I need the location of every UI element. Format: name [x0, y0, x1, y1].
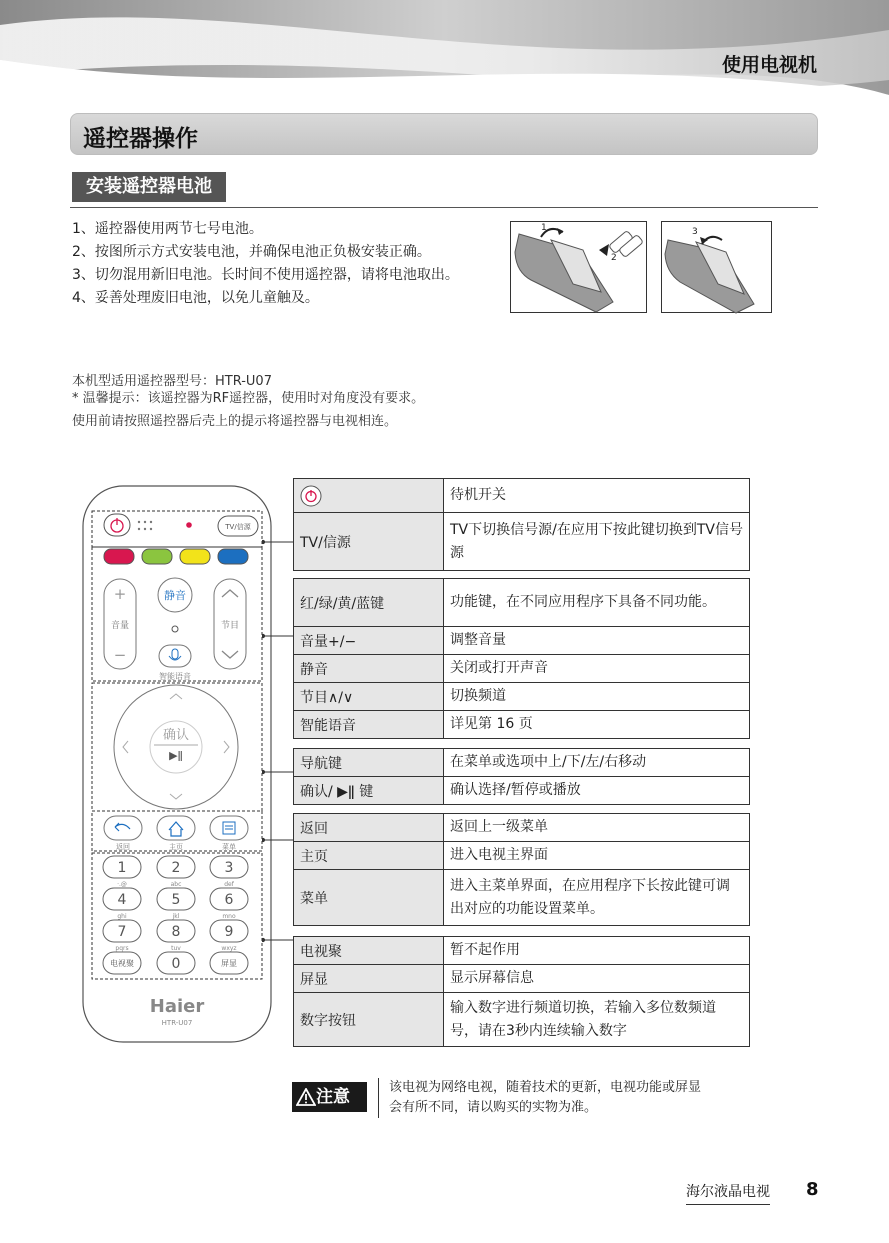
- table-row: [294, 627, 750, 655]
- keypad-sub-label: mno: [222, 913, 236, 920]
- table-row: [294, 479, 750, 513]
- figure-label: 2: [611, 253, 617, 263]
- keypad-sub-label: wxyz: [221, 945, 237, 952]
- remote-control-diagram: [82, 485, 272, 1043]
- tip-note: * 温馨提示：该遥控器为RF遥控器，使用时对角度没有要求。: [72, 391, 425, 406]
- chapter-title: 使用电视机: [721, 54, 817, 76]
- step-item: 4、妥善处理废旧电池，以免儿童触及。: [72, 290, 319, 306]
- warning-icon: [296, 1088, 316, 1106]
- warning-line: 该电视为网络电视，随着技术的更新，电视功能或屏显: [389, 1080, 702, 1095]
- keypad-key-label: 3: [224, 860, 234, 876]
- keypad-key-label: 4: [117, 892, 127, 908]
- table-row: [294, 711, 750, 739]
- step-item: 1、遥控器使用两节七号电池。: [72, 221, 263, 237]
- figure-label: 3: [692, 227, 698, 237]
- key-cell: 红/绿/黄/蓝键: [294, 579, 444, 627]
- key-table-digits: [293, 936, 750, 1047]
- table-row: [294, 579, 750, 627]
- key-cell: 菜单: [294, 870, 444, 926]
- key-cell: [294, 479, 444, 513]
- svg-text:+: +: [113, 585, 127, 603]
- blue-key: [218, 549, 248, 564]
- table-row: [294, 965, 750, 993]
- keypad-key-label: 8: [171, 924, 181, 940]
- home-label: 主页: [169, 843, 183, 851]
- voice-label: 智能语音: [159, 672, 191, 681]
- table-row: [294, 749, 750, 777]
- battery-steps: [72, 218, 459, 310]
- table-row: [294, 513, 750, 571]
- step-item: 3、切勿混用新旧电池。长时间不使用遥控器，请将电池取出。: [72, 267, 459, 283]
- back-button: [104, 816, 142, 840]
- remote-model-label: HTR-U07: [161, 1019, 193, 1027]
- table-row: [294, 870, 750, 926]
- keypad-key-label: 2: [171, 860, 181, 876]
- table-row: [294, 842, 750, 870]
- keypad-sub-label: ghi: [117, 913, 127, 920]
- back-label: 返回: [116, 843, 130, 851]
- remote-notes: [72, 373, 424, 430]
- value-cell: 调整音量: [444, 627, 750, 655]
- keypad-sub-label: def: [224, 881, 234, 888]
- connector-lines: [262, 520, 294, 950]
- subsection-title: 安装遥控器电池: [72, 172, 226, 202]
- key-cell: 静音: [294, 655, 444, 683]
- keypad-sub-label: jkl: [172, 913, 180, 920]
- key-table-volume: [293, 578, 750, 739]
- warning-label: 注意: [316, 1087, 350, 1107]
- keypad-key-label: 5: [171, 892, 181, 908]
- value-cell: 详见第 16 页: [444, 711, 750, 739]
- table-row: [294, 993, 750, 1047]
- table-row: [294, 937, 750, 965]
- ok-label: 确认: [162, 728, 190, 743]
- battery-install-figure-2: [661, 221, 772, 313]
- section-title-bar: [70, 113, 818, 155]
- svg-text:▶ǁ: ▶ǁ: [169, 749, 183, 762]
- key-cell: TV/信源: [294, 513, 444, 571]
- keypad-key-label: 1: [117, 860, 127, 876]
- keypad-sub-label: pqrs: [115, 945, 129, 952]
- figure-label: 1: [541, 223, 547, 233]
- value-cell: 进入电视主界面: [444, 842, 750, 870]
- value-cell: 关闭或打开声音: [444, 655, 750, 683]
- key-cell: 电视聚: [294, 937, 444, 965]
- voice-button: [159, 645, 191, 667]
- divider: [70, 207, 818, 208]
- key-table-power: [293, 478, 750, 571]
- value-cell: 待机开关: [444, 479, 750, 513]
- value-cell: 返回上一级菜单: [444, 814, 750, 842]
- value-cell: 在菜单或选项中上/下/左/右移动: [444, 749, 750, 777]
- key-cell: 确认/ ▶ǁ 键: [294, 777, 444, 805]
- value-cell: 进入主菜单界面，在应用程序下长按此键可调出对应的功能设置菜单。: [444, 870, 750, 926]
- svg-text:−: −: [113, 646, 127, 664]
- page-number: 8: [806, 1179, 819, 1200]
- value-cell: 显示屏幕信息: [444, 965, 750, 993]
- table-row: [294, 814, 750, 842]
- value-cell: 切换频道: [444, 683, 750, 711]
- key-cell: 节目∧/∨: [294, 683, 444, 711]
- warning-badge: [292, 1082, 367, 1112]
- value-cell: TV下切换信号源/在应用下按此键切换到TV信号源: [444, 513, 750, 571]
- mute-label: 静音: [164, 589, 186, 602]
- key-table-menu: [293, 813, 750, 926]
- keypad-key-label: 0: [171, 956, 181, 972]
- menu-label: 菜单: [222, 843, 236, 851]
- yellow-key: [180, 549, 210, 564]
- warning-text: [389, 1078, 701, 1118]
- key-cell: 智能语音: [294, 711, 444, 739]
- red-key: [104, 549, 134, 564]
- table-row: [294, 777, 750, 805]
- tv-source-label: TV/信源: [225, 523, 251, 531]
- step-item: 2、按图所示方式安装电池，并确保电池正负极安装正确。: [72, 244, 431, 260]
- key-cell: 主页: [294, 842, 444, 870]
- keypad-key-label: 电视聚: [110, 959, 134, 968]
- section-title: 遥控器操作: [83, 126, 198, 152]
- warning-line: 会有所不同，请以购买的实物为准。: [389, 1100, 598, 1115]
- key-cell: 导航键: [294, 749, 444, 777]
- menu-button: [210, 816, 248, 840]
- power-button: [104, 514, 130, 536]
- value-cell: 确认选择/暂停或播放: [444, 777, 750, 805]
- keypad-key-label: 7: [117, 924, 127, 940]
- keypad-key-label: 屏显: [221, 959, 237, 968]
- keypad-sub-label: abc: [170, 881, 182, 888]
- key-table-navigation: [293, 748, 750, 805]
- value-cell: 功能键，在不同应用程序下具备不同功能。: [444, 579, 750, 627]
- key-cell: 数字按钮: [294, 993, 444, 1047]
- program-label: 节目: [220, 621, 240, 631]
- divider: [378, 1078, 379, 1118]
- table-row: [294, 683, 750, 711]
- pairing-note: 使用前请按照遥控器后壳上的提示将遥控器与电视相连。: [72, 414, 398, 429]
- model-note: 本机型适用遥控器型号：HTR-U07: [72, 374, 272, 389]
- key-cell: 音量+/−: [294, 627, 444, 655]
- value-cell: 暂不起作用: [444, 937, 750, 965]
- keypad-key-label: 6: [224, 892, 234, 908]
- volume-label: 音量: [110, 621, 130, 631]
- brand-logo: Haier: [149, 996, 205, 1017]
- footer-brand: 海尔液晶电视: [686, 1181, 770, 1205]
- keypad-key-label: 9: [224, 924, 234, 940]
- key-cell: 返回: [294, 814, 444, 842]
- power-icon: [300, 485, 322, 507]
- table-row: [294, 655, 750, 683]
- keypad-sub-label: ·.@: [117, 881, 127, 888]
- value-cell: 输入数字进行频道切换，若输入多位数频道号，请在3秒内连续输入数字: [444, 993, 750, 1047]
- green-key: [142, 549, 172, 564]
- battery-install-figure-1: [510, 221, 647, 313]
- key-cell: 屏显: [294, 965, 444, 993]
- keypad-sub-label: tuv: [171, 945, 181, 952]
- led-indicator: [186, 522, 192, 528]
